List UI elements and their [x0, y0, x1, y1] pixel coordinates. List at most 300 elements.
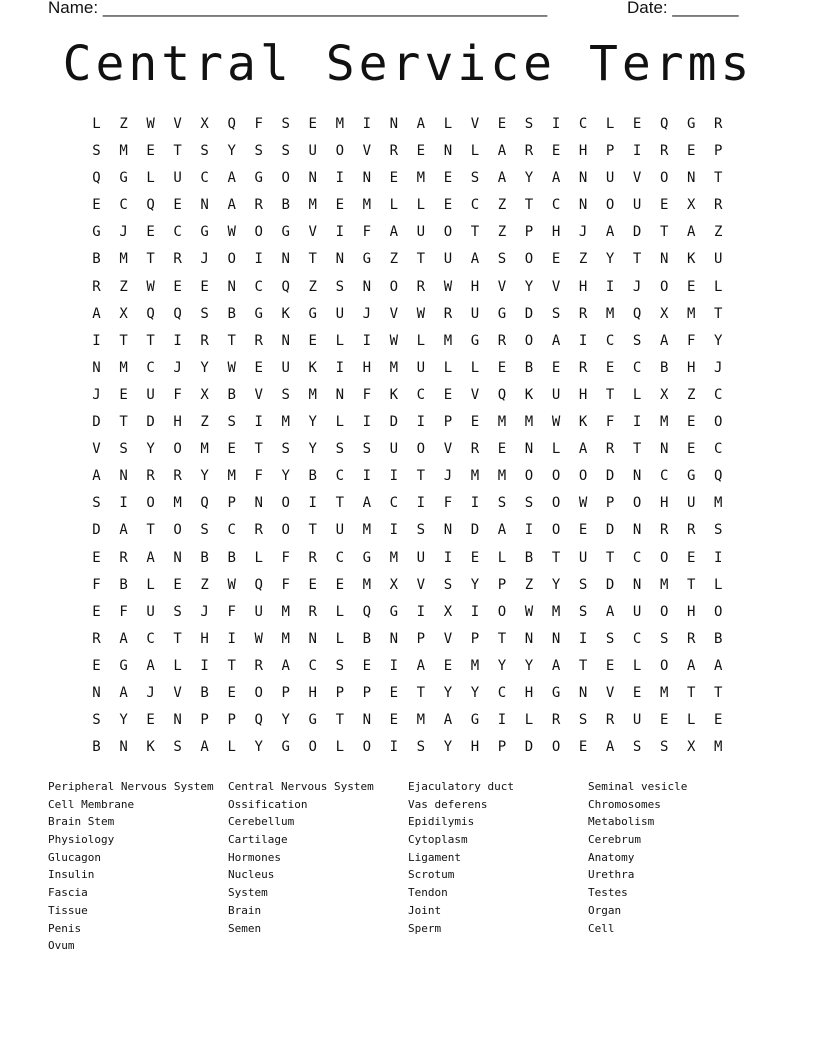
grid-cell: W: [254, 630, 263, 647]
grid-row: [83, 303, 733, 330]
grid-cell: U: [335, 305, 345, 322]
grid-cell: C: [632, 359, 642, 376]
grid-cell: O: [254, 684, 263, 701]
grid-cell: E: [173, 576, 182, 593]
grid-cell: V: [254, 386, 263, 403]
grid-cell: T: [146, 332, 155, 349]
grid-cell: E: [146, 224, 155, 241]
grid-cell: A: [659, 332, 669, 349]
grid-cell: R: [92, 630, 101, 647]
grid-cell: G: [497, 305, 507, 322]
grid-cell: I: [389, 468, 399, 485]
grid-cell: S: [632, 739, 642, 756]
grid-cell: N: [362, 170, 372, 187]
grid-cell: J: [632, 278, 642, 295]
grid-cell: H: [362, 359, 372, 376]
grid-cell: W: [389, 332, 399, 349]
grid-cell: J: [714, 359, 723, 376]
grid-cell: R: [686, 522, 696, 539]
grid-row: [83, 357, 733, 384]
grid-cell: L: [470, 143, 480, 160]
grid-cell: M: [119, 359, 128, 376]
grid-cell: I: [389, 739, 399, 756]
grid-cell: Y: [524, 657, 534, 674]
grid-cell: B: [92, 251, 101, 268]
grid-cell: J: [578, 224, 588, 241]
grid-cell: E: [443, 657, 453, 674]
grid-cell: P: [227, 712, 236, 729]
grid-cell: R: [524, 143, 534, 160]
grid-cell: Y: [308, 441, 317, 458]
grid-cell: A: [605, 739, 615, 756]
grid-cell: U: [416, 359, 426, 376]
grid-cell: E: [389, 170, 399, 187]
grid-cell: X: [200, 116, 209, 132]
grid-cell: J: [200, 603, 209, 620]
grid-cell: T: [686, 576, 696, 593]
grid-row: [83, 492, 733, 519]
word-list-item: Scrotum: [408, 868, 455, 882]
word-list-item: Seminal vesicle: [588, 780, 688, 793]
grid-cell: M: [200, 441, 209, 458]
grid-cell: K: [686, 251, 696, 268]
grid-cell: H: [308, 684, 317, 701]
grid-cell: H: [686, 359, 696, 376]
grid-cell: I: [308, 495, 317, 512]
grid-cell: A: [551, 170, 561, 187]
grid-cell: S: [200, 305, 209, 322]
word-list-item: Cerebellum: [228, 815, 295, 829]
grid-cell: L: [632, 386, 642, 403]
grid-cell: Z: [119, 278, 128, 295]
grid-cell: M: [470, 657, 480, 674]
grid-row: [83, 682, 733, 709]
grid-cell: N: [632, 576, 642, 593]
grid-cell: L: [227, 739, 236, 756]
grid-cell: J: [146, 684, 155, 701]
grid-cell: E: [119, 386, 128, 403]
grid-cell: G: [119, 657, 128, 674]
grid-cell: C: [714, 441, 723, 458]
grid-cell: M: [362, 576, 372, 593]
grid-cell: N: [119, 468, 128, 485]
grid-cell: E: [659, 197, 669, 214]
grid-cell: S: [524, 495, 534, 512]
grid-cell: C: [659, 468, 669, 485]
word-list-item: Ligament: [408, 850, 461, 864]
grid-cell: R: [389, 143, 399, 160]
grid-cell: G: [362, 549, 372, 566]
grid-cell: G: [254, 305, 263, 322]
grid-cell: Q: [714, 468, 723, 485]
grid-cell: G: [686, 468, 696, 485]
grid-cell: X: [389, 576, 399, 593]
grid-cell: V: [173, 684, 182, 701]
grid-cell: H: [686, 603, 696, 620]
grid-cell: M: [308, 197, 317, 214]
grid-cell: S: [281, 116, 290, 132]
grid-cell: U: [416, 549, 426, 566]
grid-cell: X: [659, 305, 669, 322]
word-list-item: System: [228, 886, 268, 900]
grid-cell: L: [686, 712, 696, 729]
word-list-item: Cartilage: [228, 833, 288, 847]
grid-cell: Y: [308, 414, 317, 431]
grid-cell: Q: [200, 495, 209, 512]
grid-cell: V: [92, 441, 101, 458]
grid-cell: U: [551, 386, 561, 403]
grid-row: [83, 736, 733, 763]
grid-cell: N: [92, 684, 101, 701]
grid-cell: I: [416, 603, 426, 620]
grid-row: [83, 330, 733, 357]
grid-cell: W: [524, 603, 534, 620]
grid-cell: M: [659, 576, 669, 593]
grid-cell: R: [497, 332, 507, 349]
grid-cell: R: [443, 305, 453, 322]
grid-cell: Y: [497, 657, 507, 674]
grid-cell: E: [443, 197, 453, 214]
grid-cell: A: [497, 522, 507, 539]
grid-cell: Q: [146, 197, 155, 214]
grid-cell: G: [308, 305, 317, 322]
grid-cell: B: [659, 359, 669, 376]
grid-cell: I: [416, 414, 426, 431]
grid-cell: D: [632, 224, 642, 241]
grid-cell: N: [254, 495, 263, 512]
grid-cell: I: [524, 522, 534, 539]
grid-cell: C: [308, 657, 317, 674]
grid-cell: F: [227, 603, 236, 620]
grid-cell: S: [119, 441, 128, 458]
grid-cell: G: [92, 224, 101, 241]
grid-cell: R: [254, 197, 263, 214]
grid-cell: N: [308, 170, 317, 187]
grid-cell: S: [578, 712, 588, 729]
grid-cell: V: [551, 278, 561, 295]
grid-cell: W: [146, 278, 155, 295]
grid-cell: A: [551, 657, 561, 674]
grid-cell: E: [146, 143, 155, 160]
grid-cell: D: [605, 522, 615, 539]
grid-cell: A: [119, 522, 128, 539]
grid-cell: T: [470, 224, 480, 241]
grid-cell: F: [605, 414, 615, 431]
grid-cell: O: [659, 657, 669, 674]
grid-cell: T: [659, 224, 669, 241]
grid-cell: S: [416, 739, 426, 756]
grid-cell: O: [389, 278, 399, 295]
grid-cell: S: [470, 170, 480, 187]
grid-cell: T: [335, 712, 345, 729]
grid-cell: Y: [524, 170, 534, 187]
grid-cell: E: [389, 712, 399, 729]
grid-cell: R: [254, 332, 263, 349]
word-list-item: Epidilymis: [408, 815, 475, 829]
grid-cell: R: [92, 278, 101, 295]
word-list-item: Glucagon: [48, 850, 101, 864]
grid-row: [83, 276, 733, 303]
grid-cell: M: [362, 522, 372, 539]
grid-cell: L: [254, 549, 263, 566]
grid-cell: E: [686, 278, 696, 295]
grid-cell: M: [227, 468, 236, 485]
grid-cell: S: [227, 414, 236, 431]
word-list-item: Central Nervous System: [228, 780, 374, 793]
grid-cell: N: [362, 712, 372, 729]
grid-cell: D: [470, 522, 480, 539]
grid-cell: E: [632, 116, 642, 132]
grid-cell: M: [335, 116, 345, 132]
grid-cell: E: [254, 359, 263, 376]
grid-cell: U: [281, 359, 290, 376]
grid-cell: E: [92, 603, 101, 620]
grid-cell: E: [92, 549, 101, 566]
grid-cell: E: [335, 576, 345, 593]
grid-cell: L: [416, 197, 426, 214]
grid-cell: T: [714, 684, 723, 701]
grid-cell: E: [686, 414, 696, 431]
grid-cell: V: [470, 116, 480, 132]
grid-cell: R: [254, 522, 263, 539]
word-list-item: Semen: [228, 921, 262, 935]
grid-cell: I: [714, 549, 723, 566]
grid-cell: T: [605, 549, 615, 566]
grid-cell: S: [200, 143, 209, 160]
grid-cell: O: [551, 739, 561, 756]
grid-cell: L: [524, 712, 534, 729]
grid-row: [83, 140, 733, 167]
grid-cell: T: [119, 414, 128, 431]
grid-cell: J: [119, 224, 128, 241]
grid-cell: E: [551, 251, 561, 268]
grid-cell: I: [92, 332, 101, 349]
grid-cell: H: [200, 630, 209, 647]
grid-cell: P: [281, 684, 290, 701]
grid-cell: D: [605, 576, 615, 593]
grid-cell: E: [686, 143, 696, 160]
grid-cell: O: [497, 603, 507, 620]
grid-cell: V: [605, 684, 615, 701]
grid-cell: H: [578, 278, 588, 295]
grid-row: [83, 574, 733, 601]
grid-cell: Y: [254, 739, 263, 756]
grid-cell: M: [308, 386, 317, 403]
grid-cell: O: [714, 603, 723, 620]
grid-row: [83, 709, 733, 736]
grid-cell: C: [714, 386, 723, 403]
grid-cell: I: [632, 414, 642, 431]
grid-cell: G: [281, 739, 290, 756]
grid-cell: L: [497, 549, 507, 566]
grid-cell: N: [632, 468, 642, 485]
grid-cell: M: [659, 414, 669, 431]
grid-cell: M: [389, 359, 399, 376]
grid-cell: I: [497, 712, 507, 729]
grid-cell: K: [578, 414, 588, 431]
grid-cell: H: [578, 143, 588, 160]
grid-cell: P: [714, 143, 723, 160]
grid-cell: L: [335, 630, 345, 647]
grid-cell: G: [551, 684, 561, 701]
grid-cell: M: [524, 414, 534, 431]
grid-cell: H: [578, 386, 588, 403]
word-list-item: Urethra: [588, 868, 635, 882]
grid-cell: Z: [497, 224, 507, 241]
grid-cell: R: [659, 522, 669, 539]
grid-cell: M: [281, 414, 290, 431]
grid-cell: R: [146, 468, 155, 485]
grid-row: [83, 628, 733, 655]
grid-cell: C: [497, 684, 507, 701]
grid-cell: E: [578, 522, 588, 539]
grid-cell: Y: [443, 739, 453, 756]
grid-cell: I: [362, 116, 372, 132]
grid-cell: N: [119, 739, 128, 756]
grid-cell: M: [497, 468, 507, 485]
grid-cell: K: [281, 305, 290, 322]
grid-cell: P: [605, 495, 615, 512]
grid-cell: L: [335, 332, 345, 349]
grid-cell: O: [362, 739, 372, 756]
grid-cell: U: [146, 386, 155, 403]
name-label: Name:: [48, 0, 99, 17]
grid-cell: G: [200, 224, 209, 241]
word-column: [228, 778, 404, 937]
grid-cell: G: [470, 712, 480, 729]
grid-row: [83, 221, 733, 248]
grid-cell: E: [389, 684, 399, 701]
grid-cell: I: [200, 657, 209, 674]
grid-cell: F: [254, 116, 263, 132]
grid-cell: N: [443, 143, 453, 160]
grid-cell: Y: [524, 278, 534, 295]
grid-cell: B: [227, 549, 236, 566]
grid-cell: N: [524, 441, 534, 458]
grid-cell: A: [281, 657, 290, 674]
grid-cell: J: [92, 386, 101, 403]
grid-cell: B: [281, 197, 290, 214]
grid-cell: T: [578, 657, 588, 674]
grid-cell: L: [443, 359, 453, 376]
grid-cell: V: [497, 278, 507, 295]
grid-cell: O: [173, 441, 182, 458]
grid-cell: T: [416, 468, 426, 485]
grid-cell: T: [416, 684, 426, 701]
grid-cell: D: [92, 522, 101, 539]
grid-cell: N: [659, 441, 669, 458]
grid-cell: U: [686, 495, 696, 512]
grid-row: [83, 248, 733, 275]
grid-row: [83, 113, 733, 140]
grid-cell: E: [416, 143, 426, 160]
grid-cell: S: [281, 143, 290, 160]
grid-cell: P: [362, 684, 372, 701]
word-column: [48, 778, 224, 955]
grid-cell: R: [605, 712, 615, 729]
grid-cell: P: [470, 630, 480, 647]
grid-cell: C: [173, 224, 182, 241]
grid-cell: I: [470, 495, 480, 512]
grid-cell: E: [173, 278, 182, 295]
grid-cell: N: [578, 170, 588, 187]
grid-cell: Z: [714, 224, 723, 241]
grid-cell: A: [389, 224, 399, 241]
grid-cell: Y: [227, 143, 236, 160]
grid-cell: P: [335, 684, 345, 701]
grid-cell: E: [362, 657, 372, 674]
grid-cell: I: [362, 468, 372, 485]
grid-cell: B: [308, 468, 317, 485]
grid-cell: G: [254, 170, 263, 187]
grid-cell: U: [632, 712, 642, 729]
grid-cell: G: [281, 224, 290, 241]
grid-cell: E: [335, 197, 345, 214]
grid-cell: B: [227, 305, 236, 322]
grid-cell: F: [119, 603, 128, 620]
grid-cell: O: [254, 224, 263, 241]
grid-cell: T: [335, 495, 345, 512]
grid-cell: X: [686, 739, 696, 756]
grid-cell: A: [497, 170, 507, 187]
grid-cell: M: [551, 603, 561, 620]
grid-cell: I: [416, 495, 426, 512]
grid-cell: Q: [497, 386, 507, 403]
grid-cell: M: [389, 549, 399, 566]
grid-row: [83, 194, 733, 221]
grid-cell: T: [714, 305, 723, 322]
grid-cell: W: [551, 414, 561, 431]
grid-cell: L: [335, 739, 345, 756]
grid-cell: E: [470, 549, 480, 566]
grid-cell: S: [92, 495, 101, 512]
grid-cell: Y: [470, 684, 480, 701]
grid-cell: B: [92, 739, 101, 756]
grid-cell: C: [254, 278, 263, 295]
grid-cell: C: [632, 630, 642, 647]
word-list-item: Penis: [48, 921, 82, 935]
grid-cell: O: [281, 170, 290, 187]
grid-cell: A: [686, 657, 696, 674]
grid-cell: N: [362, 278, 372, 295]
grid-cell: J: [200, 251, 209, 268]
grid-cell: O: [659, 278, 669, 295]
grid-cell: W: [443, 278, 453, 295]
grid-cell: D: [524, 305, 534, 322]
grid-cell: T: [686, 684, 696, 701]
grid-cell: P: [416, 630, 426, 647]
grid-cell: M: [443, 332, 453, 349]
grid-cell: O: [146, 495, 155, 512]
word-list-item: Metabolism: [588, 815, 655, 829]
grid-cell: A: [362, 495, 372, 512]
grid-cell: I: [389, 522, 399, 539]
grid-cell: S: [416, 522, 426, 539]
grid-cell: C: [605, 332, 615, 349]
grid-cell: Y: [470, 576, 480, 593]
grid-cell: A: [686, 224, 696, 241]
grid-cell: A: [605, 603, 615, 620]
grid-cell: E: [227, 684, 236, 701]
grid-cell: I: [470, 603, 480, 620]
grid-cell: T: [551, 549, 561, 566]
grid-cell: U: [578, 549, 588, 566]
grid-cell: L: [335, 603, 345, 620]
grid-cell: M: [119, 251, 128, 268]
date-label: Date:: [627, 0, 668, 17]
grid-cell: E: [686, 549, 696, 566]
grid-cell: I: [362, 414, 372, 431]
